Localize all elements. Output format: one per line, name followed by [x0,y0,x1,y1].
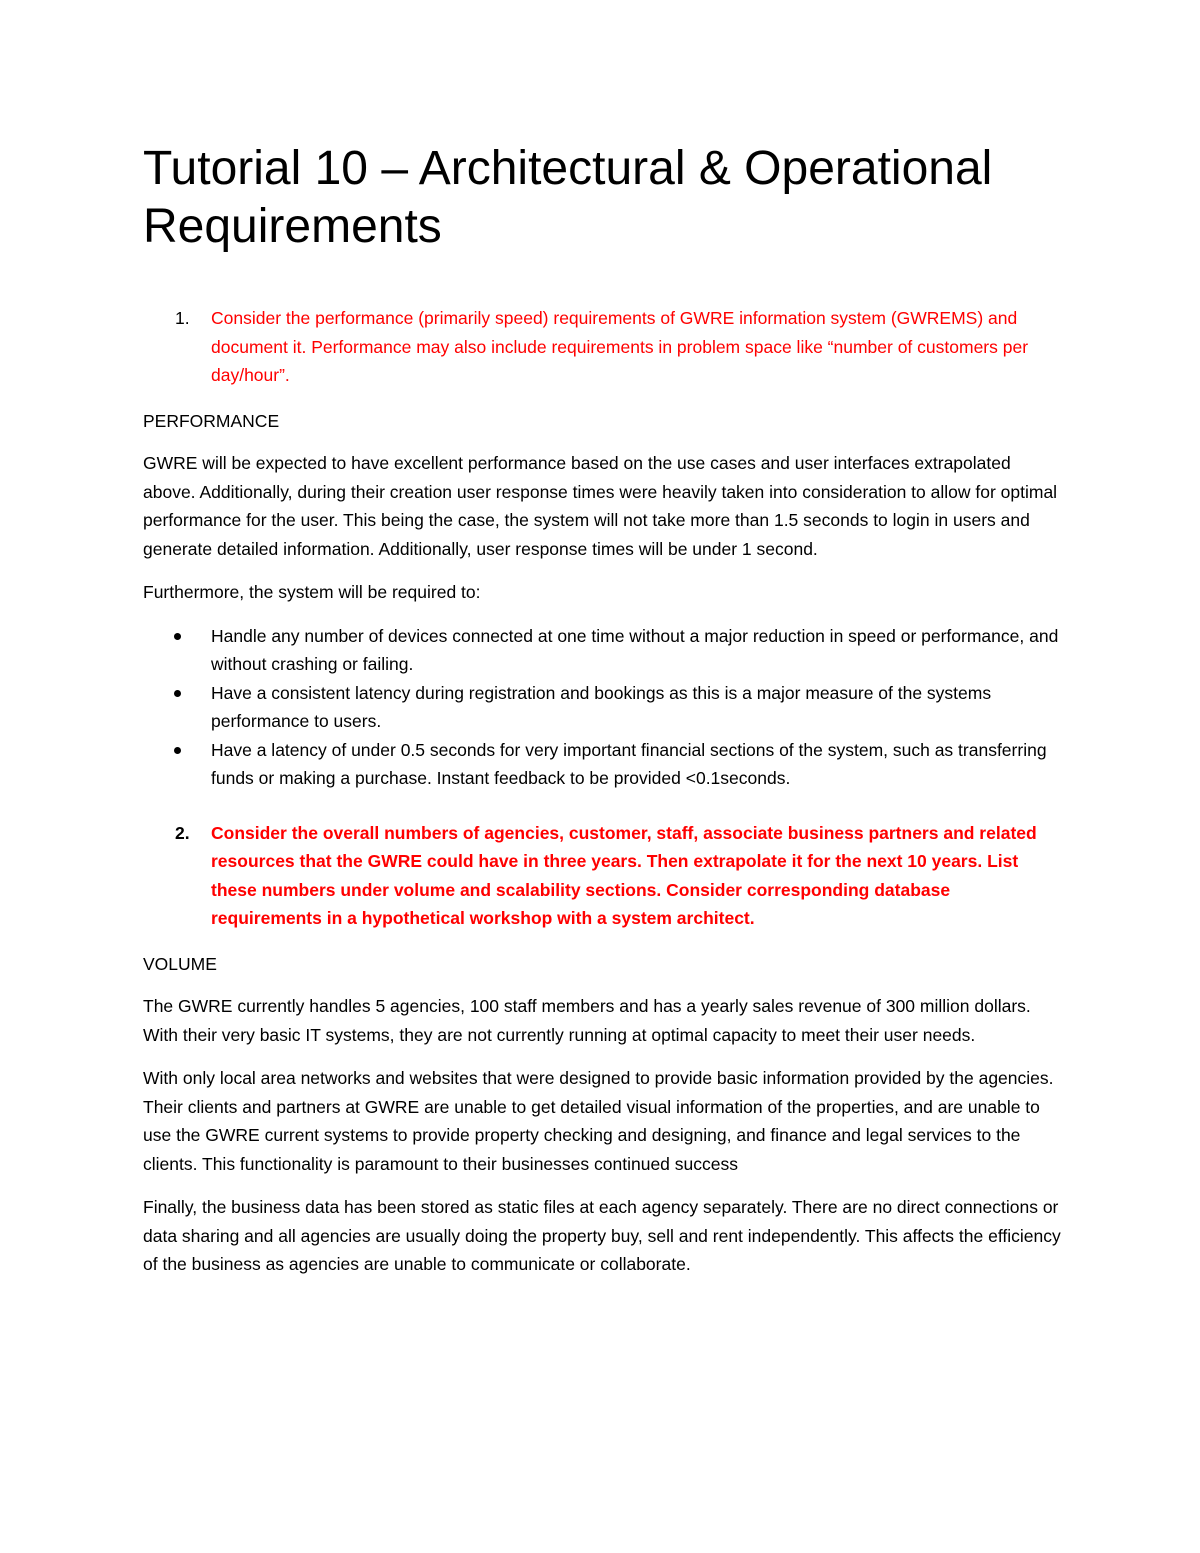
question-1-text: Consider the performance (primarily speed) requirements of GWRE information system (GWREMS) and document it. Performance may also include requirements in problem space like “number of customers per day/hour”. [211,308,1029,385]
list-item [143,622,1063,679]
question-2 [143,819,1063,933]
list-item-text: Have a consistent latency during registration and bookings as this is a major measure of the systems performance to users. [211,682,992,731]
performance-paragraph: GWRE will be expected to have excellent performance based on the use cases and user interfaces extrapolated above. Additionally, during their creation user response times were heavily taken into consideration to allow for optimal performance for the user. This being the case, the system will not take more than 1.5 seconds to login in users and generate detailed information. Additionally, user response times will be under 1 second. [143,453,1058,559]
list-item [143,736,1063,793]
bullet-icon [174,633,181,640]
document-body [143,140,1063,1294]
performance-heading: PERFORMANCE [143,410,280,431]
list-item-text: Have a latency of under 0.5 seconds for very important financial sections of the system, such as transferring funds or making a purchase. Instant feedback to be provided <0.1seconds. [211,739,1047,788]
furthermore-paragraph: Furthermore, the system will be required to: [143,582,481,602]
volume-paragraph-1: The GWRE currently handles 5 agencies, 100 staff members and has a yearly sales revenue of 300 million dollars. With their very basic IT systems, they are not currently running at optimal capacity to meet their user needs. [143,996,1031,1045]
question-2-number: 2. [175,822,190,843]
bullet-icon [174,690,181,697]
list-item [143,679,1063,736]
volume-paragraph-3: Finally, the business data has been stored as static files at each agency separately. There are no direct connections or data sharing and all agencies are usually doing the property buy, sell and rent independently. This affects the efficiency of the business as agencies are unable to communicate or collaborate. [143,1197,1061,1274]
requirements-list [143,622,1063,793]
volume-paragraph-2: With only local area networks and websites that were designed to provide basic information provided by the agencies. Their clients and partners at GWRE are unable to get detailed visual information of the properties, and are unable to use the GWRE current systems to provide property checking and designing, and finance and legal services to the clients. This functionality is paramount to their businesses continued success [143,1068,1054,1174]
question-2-text: Consider the overall numbers of agencies, customer, staff, associate business partners and related resources that the GWRE could have in three years. Then extrapolate it for the next 10 years. List these numbers under volume and scalability sections. Consider corresponding database requirements in a hypothetical workshop with a system architect. [211,822,1037,928]
list-item-text: Handle any number of devices connected at one time without a major reduction in speed or performance, and without crashing or failing. [211,625,1059,674]
question-1-number: 1. [175,308,190,328]
bullet-icon [174,747,181,754]
question-1 [143,304,1063,390]
spacer [143,809,1063,819]
volume-heading: VOLUME [143,953,217,974]
document-title: Tutorial 10 – Architectural & Operational Requirements [143,142,993,253]
